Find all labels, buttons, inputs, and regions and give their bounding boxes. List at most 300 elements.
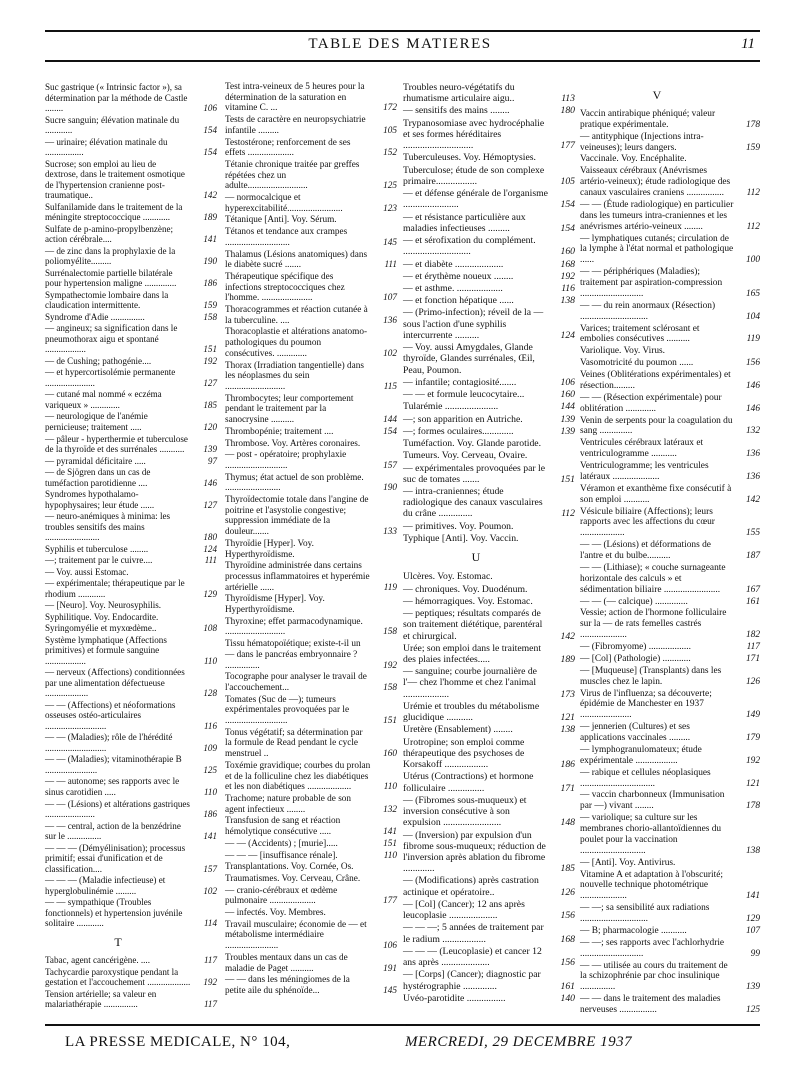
entry-text: Toxémie gravidique; courbes du prolan et de la folliculine chez les diabétiques et les non diabétiques ................... — [225, 760, 371, 793]
entry-text: Urée; son emploi dans le traitement des plaies infectées..... — [403, 642, 542, 666]
entry-page-number: 110 — [204, 787, 217, 797]
entry-text: — — (Résection expérimentale) pour oblitération ............. — [580, 392, 722, 414]
header-rule — [45, 60, 760, 62]
entry-text: — neuro-anémiques à minima: les troubles sensitifs des mains ........................ — [45, 511, 171, 543]
index-entry — [580, 166, 760, 199]
footer-date: MERCREDI, 29 DECEMBRE 1937 — [405, 1034, 633, 1050]
entry-page-number: 149 — [745, 710, 760, 721]
entry-text: Système lymphatique (Affections primitives) et formule sanguine .................. — [45, 634, 167, 666]
entry-text: Thoracogrammes et réaction cutanée à la tuberculine. .... — [225, 305, 368, 326]
index-entry — [45, 489, 217, 510]
entry-text: — — —; 5 années de traitement par le radium .................. — [403, 922, 544, 945]
entry-text: — neurologique de l'anémie pernicieuse; traitement ..... — [45, 411, 148, 432]
entry-text: — Voy. aussi Amygdales, Glande thyroïde, Glandes surrénales, Œil, Peau, Poumon. — [403, 342, 535, 376]
index-entry — [580, 790, 760, 812]
entry-text: Tétanique [Anti]. Voy. Sérum. — [225, 215, 337, 226]
entry-text: — antityphique (Injections intra-veineuses); leurs dangers. — [580, 131, 704, 153]
entry-page-number: 128 — [203, 688, 217, 699]
entry-text: Tests de caractère en neuropsychiatrie infantile ......... — [225, 115, 366, 136]
entry-text: Transplantations. Voy. Cornée, Os. — [225, 862, 354, 873]
index-entry — [580, 654, 760, 665]
index-entry — [580, 234, 760, 267]
index-entry — [225, 794, 397, 815]
entry-page-number: 160 — [560, 389, 575, 401]
index-entry — [580, 200, 760, 233]
entry-text: — (Primo-infection); réveil de la — sous l'action d'une syphilis intercurrente .......... — [403, 307, 544, 341]
entry-page-number: 107 — [383, 293, 397, 304]
entry-page-number: 192 — [560, 270, 575, 282]
entry-page-number: 146 — [745, 380, 760, 391]
index-entry — [580, 597, 760, 608]
entry-text: — (Inversion) par expulsion d'un fibrome sous-muqueux; réduction de l'inversion après ablation du fibrome ............. — [403, 829, 546, 875]
entry-page-number: 125 — [745, 1005, 760, 1015]
entry-page-number: 139 — [203, 444, 217, 455]
entry-text: Tuméfaction. Voy. Glande parotide. — [403, 438, 542, 450]
entry-page-number: 168 — [560, 258, 575, 270]
entry-text: — [Col] (Pathologie) ............ — [580, 653, 691, 664]
entry-text: Thrombose. Voy. Artères coronaires. — [225, 438, 361, 449]
entry-text: Thyroïdisme [Hyper]. Voy. Hyperthyroïdisme. — [225, 594, 325, 616]
entry-page-number: 192 — [203, 977, 217, 988]
entry-page-number: 156 — [560, 957, 575, 969]
entry-page-number: 132 — [383, 804, 397, 815]
index-entry — [45, 567, 217, 578]
entry-page-number: 111 — [204, 555, 217, 566]
entry-page-number: 177 — [560, 140, 575, 152]
entry-text: — B; pharmacologie ........... — [580, 925, 687, 936]
entry-text: — pâleur - hyperthermie et tuberculose de la thyroïde et des surrénales ........... — [45, 433, 188, 455]
entry-text: — (Modifications) après castration actinique et opératoire.. — [403, 875, 539, 898]
entry-text: — variolique; sa culture sur les membranes chorio-allantoïdiennes du poulet pour la vaccination ............................ — [580, 813, 722, 856]
entry-text: Tétanie chronique traitée par greffes répétées chez un adulte.......................... — [225, 159, 360, 192]
entry-page-number: 139 — [745, 982, 760, 993]
index-column-2 — [225, 82, 397, 998]
entry-text: — —; ses rapports avec l'achlorhydrie ........................... — [580, 937, 725, 959]
index-entry — [45, 821, 217, 842]
entry-text: — chroniques. Voy. Duodénum. — [403, 583, 528, 595]
section-letter: V — [652, 88, 662, 102]
index-entry — [403, 165, 575, 187]
index-entry — [403, 401, 575, 412]
index-entry — [403, 188, 575, 210]
entry-text: Tétanos et tendance aux crampes ............................ — [225, 227, 348, 248]
index-entry — [225, 908, 397, 919]
index-entry — [45, 578, 217, 599]
entry-page-number: 151 — [560, 473, 575, 485]
index-entry — [580, 926, 760, 937]
index-entry — [225, 728, 397, 760]
entry-text: — et défense générale de l'organisme ....................... — [403, 188, 548, 211]
index-entry — [580, 961, 760, 994]
entry-text: — — (Étude radiologique) en particulier dans les tumeurs intra-craniennes et les anévrismes artério-veineux ........ — [580, 199, 734, 232]
entry-page-number: 187 — [745, 551, 760, 561]
entry-text: Ventricules cérébraux latéraux et ventriculogramme ........... — [580, 438, 704, 460]
index-entry — [225, 920, 397, 952]
entry-text: Suc gastrique (« Intrinsic factor »), sa détermination par la méthode de Castle ........ — [45, 82, 188, 114]
index-entry — [225, 115, 397, 136]
entry-text: — pyramidal déficitaire ..... — [45, 455, 146, 466]
entry-page-number: 102 — [383, 348, 397, 359]
entry-page-number: 129 — [745, 914, 760, 924]
index-entry — [225, 862, 397, 873]
index-entry — [403, 307, 575, 341]
entry-page-number: 178 — [745, 801, 760, 812]
top-rule — [45, 30, 760, 32]
index-entry — [403, 486, 575, 520]
entry-page-number: 125 — [383, 181, 397, 192]
index-entry — [403, 795, 575, 829]
entry-text: — — (Maladies); rôle de l'hérédité ........................... — [45, 732, 173, 753]
index-entry — [45, 511, 217, 543]
entry-page-number: 148 — [560, 817, 575, 829]
index-entry — [45, 202, 217, 223]
page-title: TABLE DES MATIERES — [308, 36, 492, 52]
entry-text: Thyroxine; effet parmacodynamique. .......................... — [225, 616, 363, 638]
entry-page-number: 154 — [383, 426, 397, 437]
entry-text: — cranio-cérébraux et œdème pulmonaire .................... — [225, 885, 338, 907]
entry-page-number: 186 — [203, 278, 217, 289]
entry-text: — de Cushing; pathogénie.... — [45, 355, 152, 366]
entry-page-number: 182 — [745, 630, 760, 641]
entry-text: Uvéo-parotidite ................ — [403, 992, 506, 1004]
entry-text: — — utilisée au cours du traitement de la schizophrénie par choc insulinique ............... — [580, 960, 728, 993]
index-entry — [580, 994, 760, 1016]
entry-page-number: 110 — [383, 782, 397, 793]
index-entry — [403, 993, 575, 1004]
entry-text: —; son apparition en Autriche. — [403, 413, 523, 425]
entry-page-number: 159 — [745, 142, 760, 153]
index-entry — [580, 642, 760, 653]
entry-text: — — dans le traitement des maladies nerveuses ................ — [580, 994, 721, 1015]
section-letter: T — [114, 934, 122, 949]
index-entry — [45, 159, 217, 201]
entry-text: — et résistance particulière aux maladies infectieuses ......... — [403, 211, 526, 234]
index-entry — [580, 666, 760, 688]
index-entry — [403, 571, 575, 582]
entry-page-number: 154 — [560, 222, 575, 234]
entry-text: — — (Lésions) et déformations de l'antre et du bulbe.......... — [580, 540, 711, 561]
entry-text: Tomates (Suc de —); tumeurs expérimentales provoquées par le ........................... — [225, 694, 350, 727]
entry-page-number: 180 — [203, 532, 217, 543]
index-entry — [580, 370, 760, 392]
entry-page-number: 178 — [745, 119, 760, 130]
entry-text: Syphilis et tuberculose ........ — [45, 543, 149, 554]
entry-page-number: 116 — [204, 720, 217, 731]
entry-page-number: 180 — [560, 105, 575, 117]
entry-text: — — et formule leucocytaire... — [403, 389, 525, 401]
entry-page-number: 117 — [746, 642, 760, 652]
entry-page-number: 171 — [560, 782, 575, 794]
entry-page-number: 104 — [745, 311, 760, 322]
index-entry — [45, 700, 217, 732]
entry-page-number: 124 — [203, 543, 217, 554]
entry-text: Vaccinale. Voy. Encéphalite. — [580, 154, 687, 165]
entry-page-number: 142 — [203, 190, 217, 201]
index-entry — [403, 666, 575, 700]
entry-text: — rabique et cellules néoplasiques ................................ — [580, 767, 711, 789]
index-entry — [45, 544, 217, 555]
index-entry — [45, 268, 217, 289]
entry-text: Urotropine; son emploi comme thérapeutique des psychoses de Korsakoff .................. — [403, 736, 525, 771]
entry-page-number: 136 — [745, 449, 760, 460]
entry-text: — — (— calcique) .............. — [580, 596, 688, 607]
index-entry — [225, 561, 397, 593]
footer-publication: LA PRESSE MEDICALE, N° 104, — [65, 1034, 291, 1050]
entry-page-number: 160 — [383, 749, 397, 760]
entry-text: — — — (Maladie infectieuse) et hyperglobulinémie ......... — [45, 875, 166, 896]
index-entry — [225, 305, 397, 326]
index-entry — [225, 672, 397, 693]
entry-page-number: 125 — [203, 764, 217, 775]
index-entry — [225, 975, 397, 996]
entry-text: Thoracoplastie et altérations anatomo-pathologiques du poumon consécutives. ............. — [225, 327, 368, 359]
entry-text: — de Sjögren dans un cas de tuméfaction parotidienne .... — [45, 467, 151, 488]
entry-text: — — (Lésions) et altérations gastriques ...................... — [45, 798, 190, 820]
entry-page-number: 189 — [203, 212, 217, 223]
entry-text: — — autonome; ses rapports avec le sinus carotidien ..... — [45, 776, 180, 797]
index-entry — [225, 427, 397, 438]
index-entry — [580, 870, 760, 903]
index-entry — [403, 295, 575, 306]
entry-page-number: 119 — [746, 334, 760, 345]
index-entry — [403, 643, 575, 665]
entry-page-number: 121 — [560, 712, 575, 724]
index-entry — [403, 414, 575, 425]
entry-text: Thrombocytes; leur comportement pendant le traitement par la sanocrysine .......... — [225, 393, 354, 426]
index-entry — [225, 617, 397, 638]
entry-page-number: 114 — [204, 918, 217, 929]
index-entry — [225, 874, 397, 885]
index-entry — [403, 899, 575, 921]
entry-page-number: 152 — [383, 148, 397, 159]
index-entry — [403, 152, 575, 163]
entry-text: Variolique. Voy. Virus. — [580, 346, 666, 357]
entry-page-number: 158 — [383, 627, 397, 638]
entry-text: — sanguine; courbe journalière de l'— chez l'homme et chez l'animal ................... — [403, 666, 537, 700]
entry-text: Uretère (Ensablement) ........ — [403, 724, 513, 736]
entry-text: — — — (Leucoplasie) et cancer 12 ans après .................... — [403, 945, 542, 969]
entry-page-number: 192 — [383, 660, 397, 671]
entry-text: Syndrome d'Adie ............... — [45, 311, 145, 322]
entry-page-number: 157 — [203, 863, 217, 874]
entry-text: Tachycardie paroxystique pendant la gestation et l'accouchement ................... — [45, 966, 191, 988]
entry-page-number: 132 — [745, 426, 760, 437]
index-entry — [45, 467, 217, 488]
index-entry — [403, 946, 575, 968]
index-entry — [45, 82, 217, 114]
entry-text: Transfusion de sang et réaction hémolytique consécutive ..... — [225, 816, 341, 838]
entry-page-number: 165 — [745, 288, 760, 299]
entry-text: Thyroïdectomie totale dans l'angine de poitrine et l'asystolie congestive; suppression immédiate de la douleur....... — [225, 495, 369, 538]
index-entry — [403, 118, 575, 152]
entry-text: — sensitifs des mains ........ — [403, 105, 510, 117]
entry-text: Virus de l'influenza; sa découverte; épidémie de Manchester en 1937 ...................... — [580, 688, 712, 721]
entry-page-number: 146 — [745, 403, 760, 414]
entry-page-number: 191 — [383, 963, 397, 974]
index-entry — [225, 215, 397, 226]
index-entry — [45, 635, 217, 667]
entry-text: — vaccin charbonneux (Immunisation par —) vivant ........ — [580, 790, 725, 812]
index-entry — [403, 105, 575, 116]
entry-text: — intra-craniennes; étude radiologique des canaux vasculaires du crâne .............. — [403, 485, 543, 520]
index-entry — [45, 776, 217, 797]
entry-page-number: 192 — [203, 355, 217, 366]
entry-text: — nerveux (Affections) conditionnées par une alimentation défectueuse ................... — [45, 667, 185, 699]
entry-page-number: 106 — [560, 376, 575, 388]
index-entry — [403, 377, 575, 388]
index-entry — [580, 132, 760, 154]
index-entry — [45, 290, 217, 311]
index-entry — [225, 394, 397, 426]
entry-text: Sucrose; son emploi au lieu de dextrose, dans le traitement osmotique de l'hypertension cranienne post-traumatique.. — [45, 158, 185, 201]
entry-text: — expérimentales provoquées par le suc de tomates ....... — [403, 462, 546, 485]
entry-text: Tension artérielle; sa valeur en malariathérapie ............... — [45, 988, 157, 1010]
entry-page-number: 145 — [383, 985, 397, 996]
index-entry — [580, 109, 760, 131]
entry-text: Vaisseaux cérébraux (Anévrismes artério-veineux); étude radiologique des canaux vasculaires craniens ................ — [580, 166, 731, 198]
entry-text: — expérimentale; thérapeutique par le rhodium ............ — [45, 578, 185, 599]
entry-page-number: 126 — [745, 676, 760, 687]
entry-page-number: 157 — [383, 460, 397, 471]
entry-text: — et hypercortisolémie permanente ...................... — [45, 367, 176, 388]
entry-text: Tularémie ...................... — [403, 401, 499, 413]
index-entry — [225, 594, 397, 615]
index-entry — [580, 358, 760, 369]
entry-text: Sympathectomie lombaire dans la claudication intermittente. — [45, 289, 169, 311]
index-entry — [580, 938, 760, 960]
entry-page-number: 190 — [203, 256, 217, 267]
index-column-1 — [45, 82, 217, 1011]
section-letter: U — [471, 550, 481, 565]
entry-text: — infantile; contagiosité....... — [403, 376, 517, 388]
entry-text: Thrombopénie; traitement .... — [225, 426, 334, 437]
entry-text: Sulfate de p-amino-propylbenzène; action cérébrale.... — [45, 223, 174, 245]
entry-text: — infectés. Voy. Membres. — [225, 908, 326, 919]
entry-text: — post - opératoire; prophylaxie ........................... — [225, 450, 347, 471]
entry-page-number: 105 — [560, 175, 575, 187]
entry-page-number: 142 — [560, 630, 575, 642]
entry-page-number: 127 — [203, 499, 217, 510]
entry-text: Thyroïdine administrée dans certains processus inflammatoires et hyperémie artérielle ...... — [225, 561, 370, 593]
entry-page-number: 177 — [383, 896, 397, 907]
index-entry — [580, 301, 760, 323]
entry-text: — et asthme. ................... — [403, 282, 503, 294]
entry-text: — — (Accidents) ; [murie]..... — [225, 838, 338, 849]
entry-page-number: 136 — [745, 471, 760, 482]
index-entry — [45, 555, 217, 566]
index-entry — [45, 989, 217, 1010]
index-entry — [45, 612, 217, 623]
entry-text: Typhique [Anti]. Voy. Vaccin. — [403, 532, 519, 544]
entry-page-number: 171 — [745, 653, 760, 664]
entry-text: — lymphatiques cutanés; circulation de la lymphe à l'état normal et pathologique ...... — [580, 233, 734, 266]
index-entry — [403, 212, 575, 234]
index-entry — [45, 843, 217, 875]
index-entry — [225, 695, 397, 727]
footer-rule — [45, 1024, 760, 1026]
entry-text: Syphilitique. Voy. Endocardite. — [45, 611, 159, 622]
index-entry — [580, 540, 760, 562]
entry-page-number: 146 — [203, 477, 217, 488]
index-entry — [403, 450, 575, 461]
entry-page-number: 168 — [560, 933, 575, 945]
entry-page-number: 110 — [383, 850, 397, 861]
index-entry — [580, 461, 760, 483]
entry-text: — [Corps] (Cancer); diagnostic par hystérographie .............. — [403, 969, 541, 992]
entry-page-number: 139 — [560, 413, 575, 425]
entry-text: — lymphogranulomateux; étude expérimentale .................. — [580, 744, 702, 766]
index-entry — [45, 367, 217, 388]
index-entry — [225, 361, 397, 393]
entry-page-number: 141 — [203, 831, 217, 842]
index-entry — [580, 745, 760, 767]
index-entry — [225, 953, 397, 974]
entry-text: Tuberculose; étude de son complexe primaire................. — [403, 164, 545, 187]
entry-page-number: 117 — [204, 999, 217, 1010]
entry-text: Utérus (Contractions) et hormone folliculaire ............... — [403, 771, 534, 794]
entry-page-number: 111 — [384, 260, 397, 271]
entry-page-number: 161 — [745, 596, 760, 607]
entry-page-number: 154 — [203, 125, 217, 136]
entry-page-number: 106 — [203, 103, 217, 114]
index-entry — [45, 897, 217, 929]
entry-page-number: 119 — [383, 582, 397, 593]
index-entry — [225, 539, 397, 560]
index-entry — [45, 411, 217, 432]
index-entry — [225, 816, 397, 837]
entry-page-number: 127 — [203, 377, 217, 388]
entry-text: —; traitement par le cuivre.... — [45, 555, 153, 566]
index-entry — [45, 623, 217, 634]
entry-text: Vasomotricité du poumon ...... — [580, 358, 694, 369]
index-entry — [403, 596, 575, 607]
index-entry — [580, 267, 760, 300]
index-entry — [580, 346, 760, 357]
entry-text: — et érythème noueux ........ — [403, 270, 514, 282]
entry-text: Thorax (Irradiation tangentielle) dans les néoplasmes du sein .......................... — [225, 360, 364, 392]
index-entry — [580, 484, 760, 506]
entry-text: Vessie; action de l'hormone folliculaire sur la — de rats femelles castrés .................... — [580, 608, 727, 641]
entry-page-number: 141 — [745, 891, 760, 902]
index-entry — [45, 967, 217, 988]
index-entry — [225, 851, 397, 862]
entry-page-number: 190 — [383, 483, 397, 494]
entry-page-number: 129 — [203, 588, 217, 599]
index-entry — [225, 272, 397, 304]
index-entry — [403, 771, 575, 793]
entry-text: — jennerien (Cultures) et ses applications vaccinales ......... — [580, 722, 691, 743]
entry-page-number: 117 — [204, 955, 217, 966]
index-entry — [580, 813, 760, 857]
index-entry — [403, 259, 575, 270]
entry-text: — [Anti]. Voy. Antivirus. — [580, 857, 676, 868]
entry-text: — cutané mal nommé « eczéma variqueux » ............. — [45, 389, 162, 410]
entry-page-number: 124 — [560, 329, 575, 341]
entry-text: Thymus; état actuel de son problème. ........................ — [225, 472, 364, 494]
index-entry — [403, 724, 575, 735]
entry-page-number: 186 — [560, 759, 575, 771]
entry-page-number: 121 — [745, 778, 760, 789]
entry-text: Traumatismes. Voy. Cerveau, Crâne. — [225, 873, 361, 884]
entry-page-number: 106 — [383, 941, 397, 952]
index-entry — [403, 875, 575, 897]
entry-text: — hémorragiques. Voy. Estomac. — [403, 595, 533, 607]
entry-text: — (Fibromyome) .................. — [580, 642, 691, 652]
entry-text: Varices; traitement sclérosant et embolies consécutives .......... — [580, 323, 700, 345]
entry-page-number: 185 — [560, 863, 575, 875]
entry-page-number: 173 — [560, 688, 575, 700]
entry-page-number: 185 — [203, 399, 217, 410]
